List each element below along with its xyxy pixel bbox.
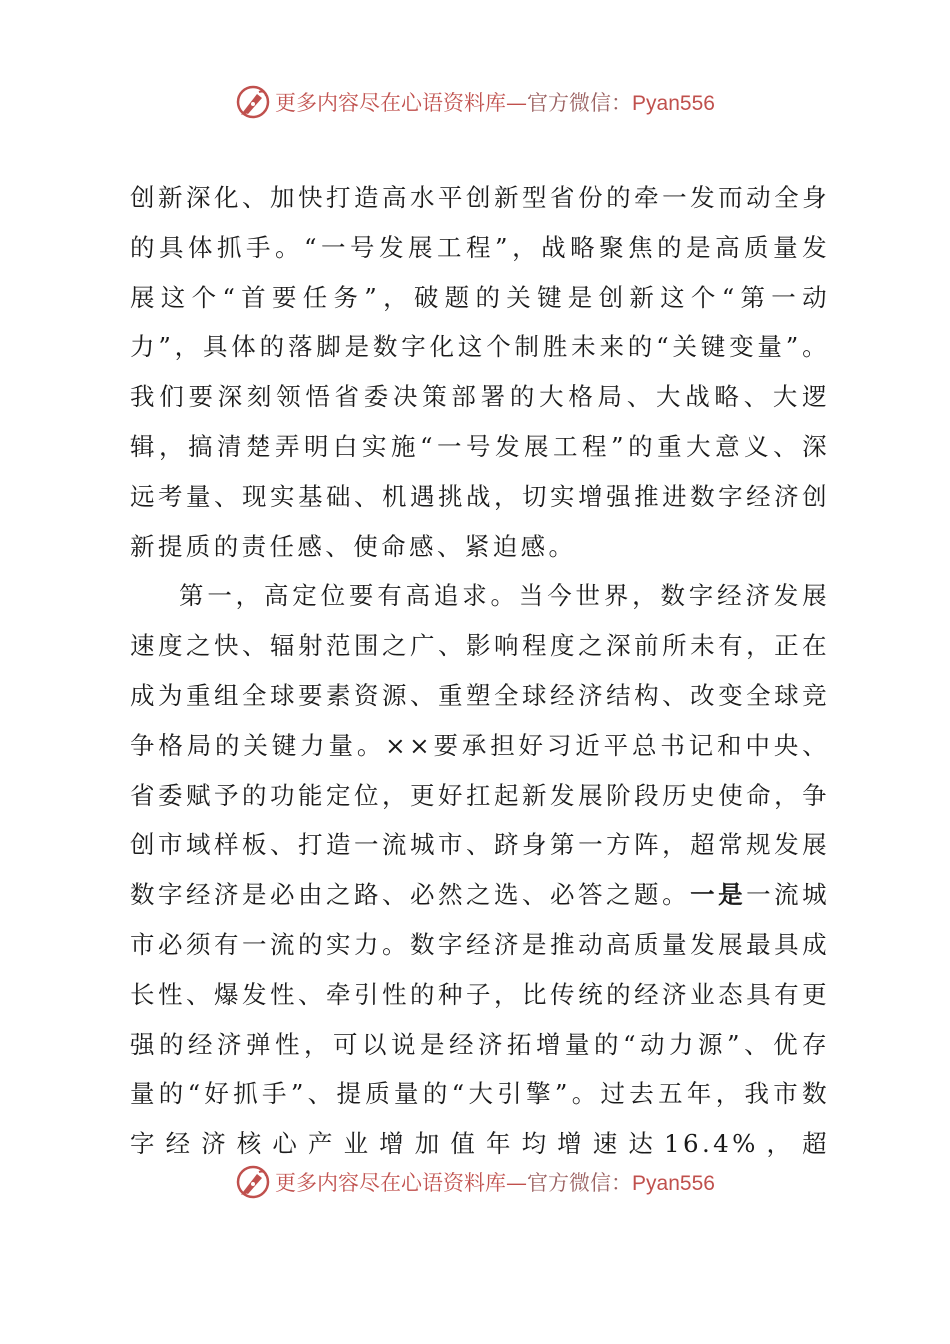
banner-wechat-label: 官方微信： [527,91,633,115]
header-banner [0,82,950,122]
pen-nib-logo-icon [235,1164,271,1200]
paragraph-1: 创新深化、加快打造高水平创新型省份的牵一发而动全身的具体抓手。“一号发展工程”，战略聚焦的是高质量发展这个“首要任务”，破题的关键是创新这个“第一动力”，具体的落脚是数字化这个制胜未来的“关键变量”。我们要深刻领悟省委决策部署的大格局、大战略、大逻辑，搞清楚弄明白实施“一号发展工程”的重大意义、深远考量、现实基础、机遇挑战，切实增强推进数字经济创新提质的责任感、使命感、紧迫感。 [130,183,830,561]
banner-wechat-id: Pyan556 [632,92,715,115]
banner-dash: — [506,1171,528,1195]
banner-dash: — [506,91,528,115]
banner-site-name: 更多内容尽在心语资料库 [275,91,507,115]
banner-site-name: 更多内容尽在心语资料库 [275,1171,507,1195]
banner-text [275,1167,715,1197]
pen-nib-logo-icon [235,84,271,120]
banner-text [275,87,715,117]
paragraph-2-bold-marker: 一是 [690,880,747,910]
paragraph-2 [130,571,830,1169]
document-body [130,173,830,1169]
paragraph-2-continued: 一流城市必须有一流的实力。数字经济是推动高质量发展最具成长性、爆发性、牵引性的种子，比传统的经济业态具有更强的经济弹性，可以说是经济拓增量的“动力源”、优存量的“好抓手”、提质量的“大引擎”。过去五年，我市数字经济核心产业增加值年均增速达16.4%，超 [130,880,831,1159]
paragraph-2-intro: 第一，高定位要有高追求。当今世界，数字经济发展速度之快、辐射范围之广、影响程度之深前所未有，正在成为重组全球要素资源、重塑全球经济结构、改变全球竞争格局的关键力量。××要承担好习近平总书记和中央、省委赋予的功能定位，更好扛起新发展阶段历史使命，争创市域样板、打造一流城市、跻身第一方阵，超常规发展数字经济是必由之路、必然之选、必答之题。 [130,581,830,910]
banner-wechat-label: 官方微信： [527,1171,633,1195]
footer-banner [0,1162,950,1202]
banner-wechat-id: Pyan556 [632,1172,715,1195]
